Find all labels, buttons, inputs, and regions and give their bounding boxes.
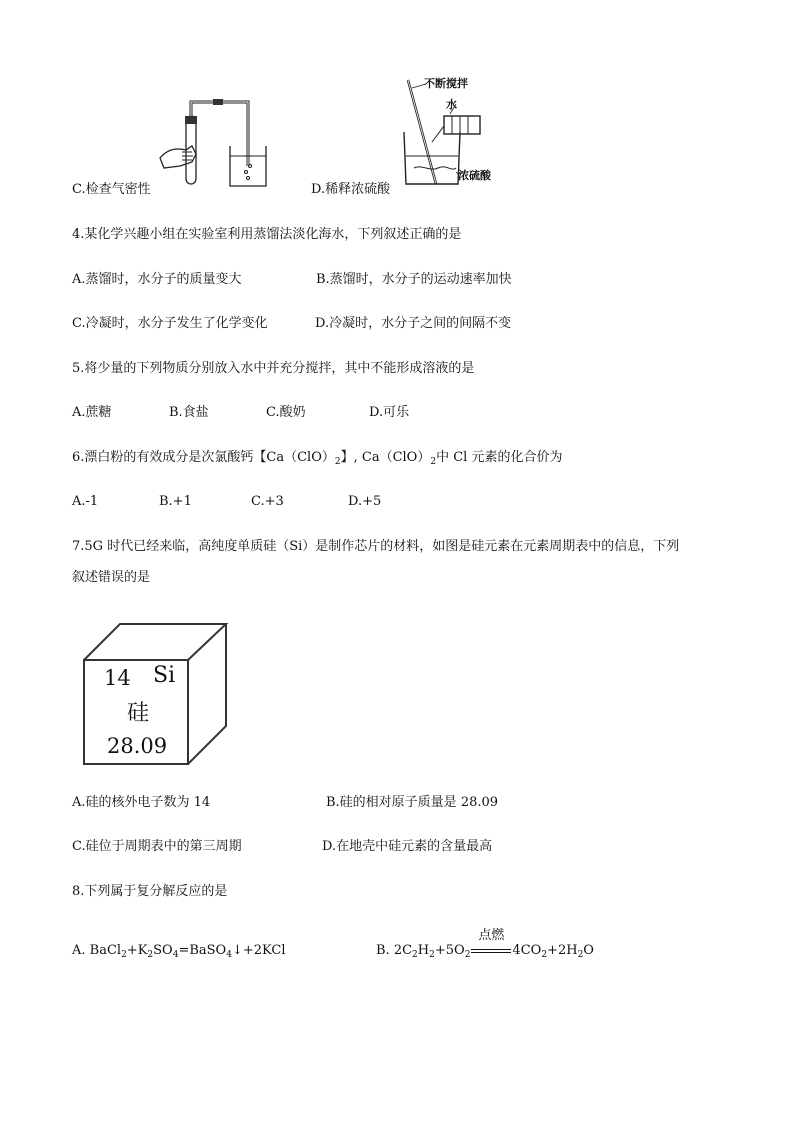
q7-option-d: D.在地壳中硅元素的含量最高 — [322, 839, 493, 854]
q3-option-c: C.检查气密性 — [72, 182, 151, 197]
q7-stem-line1: 7.5G 时代已经来临，高纯度单质硅（Si）是制作芯片的材料，如图是硅元素在元素周期表中的信息，下列 — [72, 539, 680, 554]
q6-option-c: C.+3 — [251, 494, 284, 509]
q3-option-d: D.稀释浓硫酸 — [311, 182, 391, 197]
q5-stem: 5.将少量的下列物质分别放入水中并充分搅拌，其中不能形成溶液的是 — [72, 361, 475, 376]
q6-option-d: D.+5 — [348, 494, 382, 509]
label-water: 水 — [446, 98, 457, 111]
q5-option-b: B.食盐 — [169, 405, 209, 420]
element-number: 14 — [104, 666, 131, 690]
q4-option-c: C.冷凝时，水分子发生了化学变化 — [72, 316, 268, 331]
q4-option-d: D.冷凝时，水分子之间的间隔不变 — [315, 316, 512, 331]
q4-option-a: A.蒸馏时，水分子的质量变大 — [72, 272, 242, 287]
q7-option-a: A.硅的核外电子数为 14 — [72, 795, 211, 810]
element-symbol: Si — [153, 663, 176, 688]
q6-option-a: A.-1 — [72, 494, 99, 509]
q8-option-b: B. $2C_2H_2+5O_2$ 点燃 $4CO_2+2H_2O$ — [376, 928, 594, 960]
q8-stem: 8.下列属于复分解反应的是 — [72, 884, 228, 899]
airtightness-apparatus-figure — [158, 96, 268, 191]
element-mass: 28.09 — [107, 734, 168, 758]
q5-option-a: A.蔗糖 — [72, 405, 112, 420]
label-concentrated-acid: 浓硫酸 — [458, 169, 491, 182]
q5-option-d: D.可乐 — [369, 405, 410, 420]
q5-option-c: C.酸奶 — [266, 405, 306, 420]
q4-stem: 4.某化学兴趣小组在实验室利用蒸馏法淡化海水，下列叙述正确的是 — [72, 227, 462, 242]
q7-option-b: B.硅的相对原子质量是 28.09 — [326, 795, 499, 810]
reaction-condition-sign: 点燃 — [471, 943, 511, 959]
q6-stem: 6.漂白粉的有效成分是次氯酸钙【$Ca(ClO)_2$】, $Ca(ClO)_2$中 Cl 元素的化合价为 — [72, 450, 563, 467]
q4-option-b: B.蒸馏时，水分子的运动速率加快 — [316, 272, 512, 287]
element-name: 硅 — [127, 701, 150, 726]
q7-option-c: C.硅位于周期表中的第三周期 — [72, 839, 242, 854]
q8-option-a: A. $BaCl_2+K_2SO_4=BaSO_4↓+2KCl$ — [72, 943, 286, 960]
q6-option-b: B.+1 — [159, 494, 192, 509]
q7-stem-line2: 叙述错误的是 — [72, 570, 151, 585]
label-continuous-stir: 不断搅拌 — [424, 77, 468, 90]
